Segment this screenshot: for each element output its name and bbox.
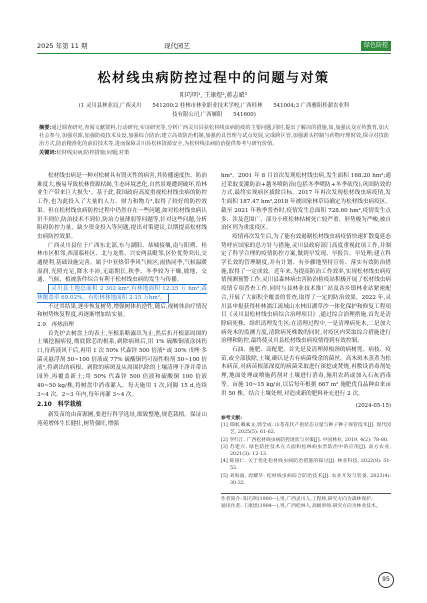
corresponding-author-footnote: 通讯作者: 王康煜(1984—),男,广西桂林人,高级讲师,研究方向为林业技术。	[221, 503, 381, 509]
page-number: 95	[378, 572, 394, 588]
references	[221, 415, 391, 487]
highlighted-forest-area: 灵川县土地总面积 2 302 km²,有林地面积 12.35 万 hm²,森林覆盖率 69.02%。有松林林地面积 2.15 万hm²。	[37, 286, 207, 301]
affiliation-line-1: (1 灵川县林业局,广西灵川 541200;2 桂林市林业职业技术学校,广西桂林 541004;3 广西雅阻桂薪农业科	[78, 103, 350, 109]
journal-name: 现代园艺	[164, 42, 190, 50]
epidemic-history-paragraph: hm²。2001 年 8 月首次发现松材线虫病,发生面积 168.20 hm²;通过采取变灌防治+越冬喷防治(包括冬季喷防+冬季砍伐),巩固防效的方式,最终实现病区拔除目标。2017 年再次发现松材线虫病疫情,发生面积 187.47 hm²,2018 年被国家林草局确定为松材线虫病疫区。截至 2021 年秋季普查时,疫情发生总面积 728.60 hm²,疫情发生点多、涉及范围广、部分小班松林枯树死亡较严重、形势极为严峻,被自治区列为重度疫区。	[221, 173, 391, 232]
issue-label: 2025 年第 11 期	[37, 42, 88, 50]
right-column	[221, 172, 391, 510]
abstract-text: 通过调查研究,查阅文献资料,行动研究,实证研究等,分析广西灵川县获松材线虫病防疫的主要问题,同时,提出了解决的措施,如,加强民众宣传教育,加大社会参与,加强对源,加强防疫技术及设,加强综合防治;建立高效防治机制,加强药具管理与试点发展,完成跨区管,加强源头控制与药物疗理时效,探寻对技防治方式,防治精准化的前沿技术等,进而保障灵川县松林资源安全,为松材线虫病防治提供参考与研究价值。	[39, 125, 389, 147]
section-2-9-paragraph: 首先护去树盘上的表土,至根系略露出为止,然后扒开根部周围的土壤挖掘病侵,彻底除芯的根系,剥除病斑后,用 1% 硫酸铜液涂抹伤口,待药液风干后,再用 1 次 50% 代森锌 500 倍液⁴ 或 30% 戊唑·多菌灵悬浮剂 50~100 倍液或 77% 硫酸铜钙可湿性粉剂 50~100 倍液⁵,将剥出的病根、剥除的病斑及从周围扒除的土壤清理干净并带出园外,再覆盖新土;用 50% 代森锌 500 倍液和硫酸铜 100 倍液 40~50 kg/株,将树盘中消毒灌入、每天施用 1 次,同隔 15 d,连续 3~4 次。2~3 年内,每年再灌 3~4 次。	[37, 330, 207, 398]
section-badge: 绿色防控	[361, 41, 391, 51]
affiliation-line-2: 技有限公司,广西雁阳 541600)	[172, 111, 256, 118]
reference-item: [2] 罗红江. 广西松材线虫病防控现状与对策[J]. 中国林业, 2019, 4(2): 78-80.	[221, 437, 389, 443]
intro-paragraph-2: 广西灵川县位于广西东北部,东与湖阳、恭城接壤,南与阳朔、桂林市区相邻,西部临桂区、北与龙胜、兴安两县毗邻,区位优势突出,交通便利,基础设施完善。属于中亚热带季风气候区,雨热同季,气候温暖湿润,光照充足,降水丰沛,无霜期长,秋季、冬季较为干燥,坡地、交通、气候、植被条件综合有利于松材线虫病的发生与传播。	[37, 242, 207, 284]
footnotes	[221, 496, 391, 510]
keywords-text: 松材线虫病;防控措施;问题;对策	[56, 150, 130, 156]
section-heading-2-10: 2.10 科学栽植	[37, 401, 82, 409]
reference-item: [3] 苏建兴. 绿色防控技术在大面积松林病虫害防治中的应用[J]. 南方农业, 2021(3): 12-13.	[221, 444, 391, 457]
section-heading-2-9: 2.9 再热治理	[37, 321, 74, 328]
reference-item: [5] 刘海波, 周耀华. 松材线虫病综合防治技术[J]. 农业开发与装备, 2023(4): 30-32.	[221, 473, 391, 486]
keywords-label: 关键词:	[39, 150, 57, 156]
submission-date: (2024-05-15)	[355, 403, 391, 410]
reference-item: [4] 陈国仁. 关于优化松材线虫病防治措施的探讨[J]. 林业科技, 2022(8): 51-52.	[221, 459, 391, 472]
left-column	[37, 172, 207, 428]
abstract	[39, 124, 389, 157]
header-divider	[37, 53, 391, 54]
affiliation	[37, 102, 391, 119]
reference-item: [1] 郑刚,赖素文,郭全成. 山苍花状产孢状态分量与种子种子保管技术[J]. 现代园艺, 2025(5): 61-62.	[221, 423, 391, 436]
section-2-10-paragraph: 新发苗的由苗源圃,要进行科学选址,细致整地,规范栽植。保证山苑苑增体生长健壮,树势强旺,增强	[37, 411, 207, 427]
abstract-label: 摘要:	[39, 125, 52, 131]
footnote-divider	[221, 493, 391, 494]
control-measures-paragraph: 疫情再次发生后,为了能有效遏制松材线虫病疫情快速扩散蔓延态势呼应国家的总方针与措施,灵川县政府部门高度重视此项工作,并制定了科学合理的疫情防控方案,做到早发现、早报告、早处理;建立科学长效的管理制度,并有计划、有步骤地坚持宣传、落实有效防治措施,取得了一定成效。近年来,为提高防治工作效率,实现松材线虫病疫情预测预警工作,灵川县森林病虫害防治检疫站积极开展了松材线虫病疫情专项普查工作,同时与县林业技术推广站及各乡镇林业站紧密配合,开展了大面积全覆盖的普查,取得了一定的防治效果。2022 年,灵川县申报获得桂林漓江流域山水林田湖草沙一体化保护和修复工程项目《灵川县松材线虫病综合治理项目》,通过综合治理措施,首先是清除病死株、组织清理发生区;在清理过程中,一是清理病死木,二是加大病死木的监测力度,清除病死株数的同时,对疫区内采取综合措施进行治理和防控,最终使灵川县松材线虫病疫情得到有效控制。	[221, 233, 391, 345]
article-title: 松材线虫病防控过程中的问题与对策	[97, 71, 330, 86]
references-title: 参考文献:	[221, 414, 242, 421]
running-header	[37, 40, 391, 52]
forest-area-paragraph	[37, 285, 207, 302]
keywords	[39, 149, 389, 157]
author-bio-footnote: 作者简介: 阳巧明(1980—),男,广西灵川人,工程师,研究方向为森林保护。	[221, 496, 376, 502]
continued-paragraph: 不过其结果,逐步恢复树势,增强树体抗逆性,随后,视树体治疗情况和树势恢复程度,再逐渐增加结实量。	[37, 303, 207, 319]
author-line: 阳巧明¹, 王康煜²,蒋志斌³	[180, 92, 247, 99]
intro-paragraph-1: 松材线虫病是一种对松树具有毁灭性的病害,其传播速度快、防治难度大,极易导致松林资源枯竭,生态环境恶化,自然景观遭到破坏,给林业生产带来巨大损失¹。基于此,我国政府高度重视松材线虫病的防控工作,也为此投入了大量的人力、财力和物力²,取得了较好的防控效果。但在松材线虫病防控过程中仍然存在一些问题,如对松材线虫病认识不到位,防治技术不到位,防治力量薄弱等问题等,针对这些问题,分析阻碍防控力量、缺少资金投入等问题,提出对策建议,以期提高松材线虫病防控效果。	[37, 173, 207, 240]
treatment-paragraph: 石油、施肥、高配肥。首先是及清理掉根颈的病树蔸、病枝、疫苗,或全部拔除,土壤,确认是否有病菌残余的菌丝。高木斑木蒸煮为松木病苗,对病苗根部深度的病菌采取进行深挖或焚烧,再敷设消毒剂处理,地面处理或喷施药剂对土壤进行消毒,施用农药或加入石灰消毒等。亩施 10~15 kg/亩,以后每年根据 667 m² 施肥优良品种由来亩用 50 株。结合土壤处理,对造成新的肥料补充进行 2 次。	[221, 347, 391, 397]
